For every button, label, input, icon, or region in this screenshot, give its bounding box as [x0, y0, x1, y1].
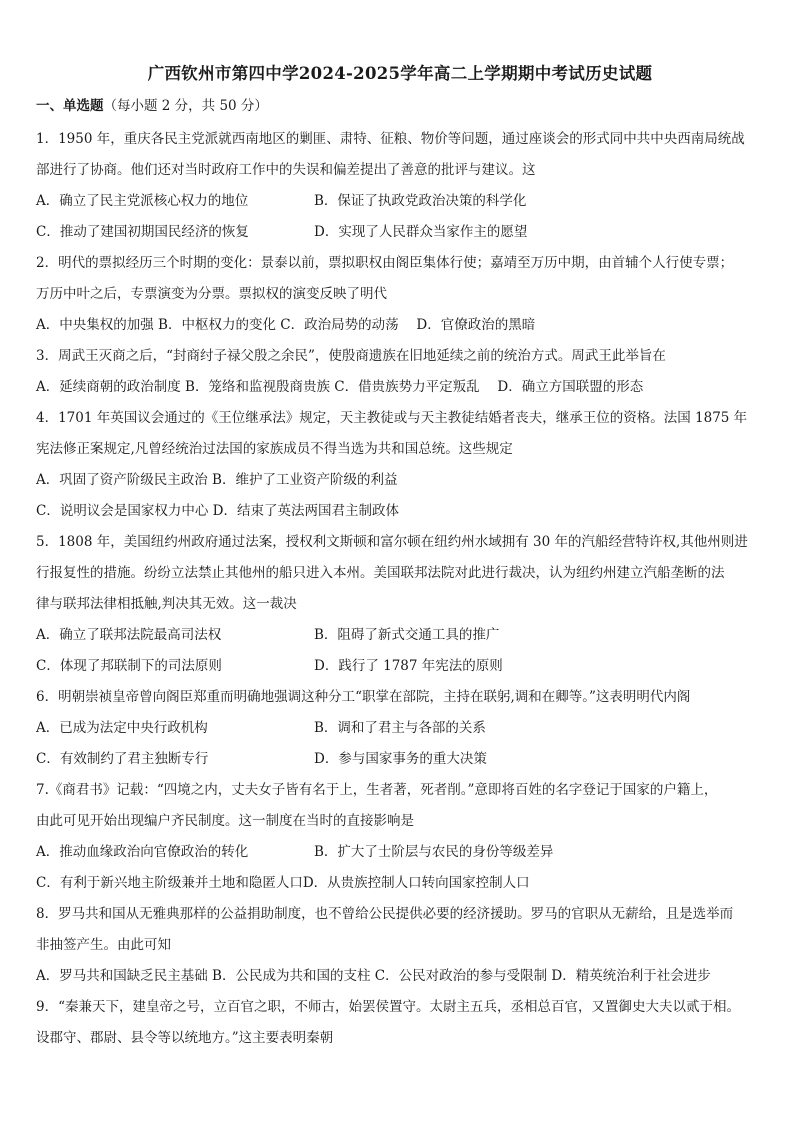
option-d: D．从贵族控制人口转向国家控制人口	[302, 875, 530, 891]
question-text-line: 1．1950 年，重庆各民主党派就西南地区的剿匪、肃特、征粮、物价等问题，通过座谈会的形式同中共中央西南局统战	[36, 131, 745, 147]
options-inline: A．中央集权的加强 B．中枢权力的变化 C．政治局势的动荡 D．官僚政治的黑暗	[36, 317, 536, 333]
option-b: B．调和了君主与各部的关系	[314, 720, 486, 736]
question-text-line: 设郡守、郡尉、县令等以统地方。”这主要表明秦朝	[36, 1030, 334, 1046]
section-heading	[36, 94, 764, 118]
question-7	[36, 775, 764, 899]
option-d: D．践行了 1787 年宪法的原则	[314, 658, 503, 674]
question-text-line: 部进行了协商。他们还对当时政府工作中的失误和偏差提出了善意的批评与建议。这	[36, 162, 536, 178]
option-a: A．推动血缘政治向官僚政治的转化	[36, 844, 249, 860]
question-text-line: 3．周武王灭商之后，“封商纣子禄父殷之余民”，使殷商遗族在旧地延续之前的统治方式。周武王此举旨在	[36, 348, 666, 364]
option-c: C．有效制约了君主独断专行	[36, 751, 209, 767]
question-text-line: 5．1808 年，美国纽约州政府通过法案，授权利文斯顿和富尔顿在纽约州水域拥有 30 年的汽船经营特许权,其他州则进	[36, 534, 748, 550]
option-b: B．保证了执政党政治决策的科学化	[314, 193, 527, 209]
question-3	[36, 341, 764, 403]
question-text-line: 宪法修正案规定,凡曾经统治过法国的家族成员不得当选为共和国总统。这些规定	[36, 441, 513, 457]
question-text-line: 7.《商君书》记载：“四境之内，丈夫女子皆有名于上，生者著，死者削。”意即将百姓的名字登记于国家的户籍上，	[36, 782, 718, 798]
options-line: C．说明议会是国家权力中心 D．结束了英法两国君主制政体	[36, 503, 399, 519]
option-d: D．参与国家事务的重大决策	[314, 751, 487, 767]
option-a: A．确立了民主党派核心权力的地位	[36, 193, 249, 209]
question-text-line: 2．明代的票拟经历三个时期的变化：景泰以前，票拟职权由阁臣集体行使；嘉靖至万历中期，由首辅个人行使专票；	[36, 255, 734, 271]
question-text-line: 行报复性的措施。纷纷立法禁止其他州的船只进入本州。美国联邦法院对此进行裁决，认为纽约州建立汽船垄断的法	[36, 565, 725, 581]
option-c: C．推动了建国初期国民经济的恢复	[36, 224, 249, 240]
options-inline: A．罗马共和国缺乏民主基础 B．公民成为共和国的支柱 C．公民对政治的参与受限制 D．精英统治利于社会进步	[36, 968, 711, 984]
section-heading-note: （每小题 2 分，共 50 分）	[103, 98, 268, 114]
question-text-line: 8．罗马共和国从无雅典那样的公益捐助制度，也不曾给公民提供必要的经济援助。罗马的官职从无薪给，且是选举而	[36, 906, 734, 922]
section-heading-label: 一、单选题	[36, 98, 104, 114]
option-a: A．已成为法定中央行政机构	[36, 720, 208, 736]
question-5	[36, 527, 764, 682]
question-9	[36, 992, 764, 1054]
option-d: D．实现了人民群众当家作主的愿望	[314, 224, 528, 240]
question-1	[36, 124, 764, 248]
question-text-line: 6．明朝崇祯皇帝曾向阁臣郑重而明确地强调这种分工“职掌在部院，主持在联躬,调和在卿等。”这表明明代内阁	[36, 689, 691, 705]
question-6	[36, 682, 764, 775]
question-text-line: 由此可见开始出现编户齐民制度。这一制度在当时的直接影响是	[36, 813, 414, 829]
question-text-line: 非抽签产生。由此可知	[36, 937, 171, 953]
question-8	[36, 899, 764, 992]
option-b: B．阻碍了新式交通工具的推广	[314, 627, 500, 643]
options-line: A．巩固了资产阶级民主政治 B．维护了工业资产阶级的利益	[36, 472, 398, 488]
page-title: 广西钦州市第四中学2024-2025学年高二上学期期中考试历史试题	[147, 64, 653, 83]
question-text-line: 万历中叶之后，专票演变为分票。票拟权的演变反映了明代	[36, 286, 387, 302]
question-2	[36, 248, 764, 341]
option-c: C．体现了邦联制下的司法原则	[36, 658, 222, 674]
question-text-line: 9．“秦兼天下，建皇帝之号，立百官之职，不师古，始罢侯置守。太尉主五兵，丞相总百官，又置御史大夫以贰于相。	[36, 999, 740, 1015]
question-text-line: 4．1701 年英国议会通过的《王位继承法》规定，天主教徒或与天主教徒结婚者丧夫，继承王位的资格。法国 1875 年	[36, 410, 748, 426]
option-c: C．有利于新兴地主阶级兼并土地和隐匿人口	[36, 875, 303, 891]
option-a: A．确立了联邦法院最高司法权	[36, 627, 222, 643]
question-4	[36, 403, 764, 527]
option-b: B．扩大了士阶层与农民的身份等级差异	[314, 844, 554, 860]
question-text-line: 律与联邦法律相抵触,判决其无效。这一裁决	[36, 596, 297, 612]
options-inline: A．延续商朝的政治制度 B．笼络和监视殷商贵族 C．借贵族势力平定叛乱 D．确立方国联盟的形态	[36, 379, 644, 395]
